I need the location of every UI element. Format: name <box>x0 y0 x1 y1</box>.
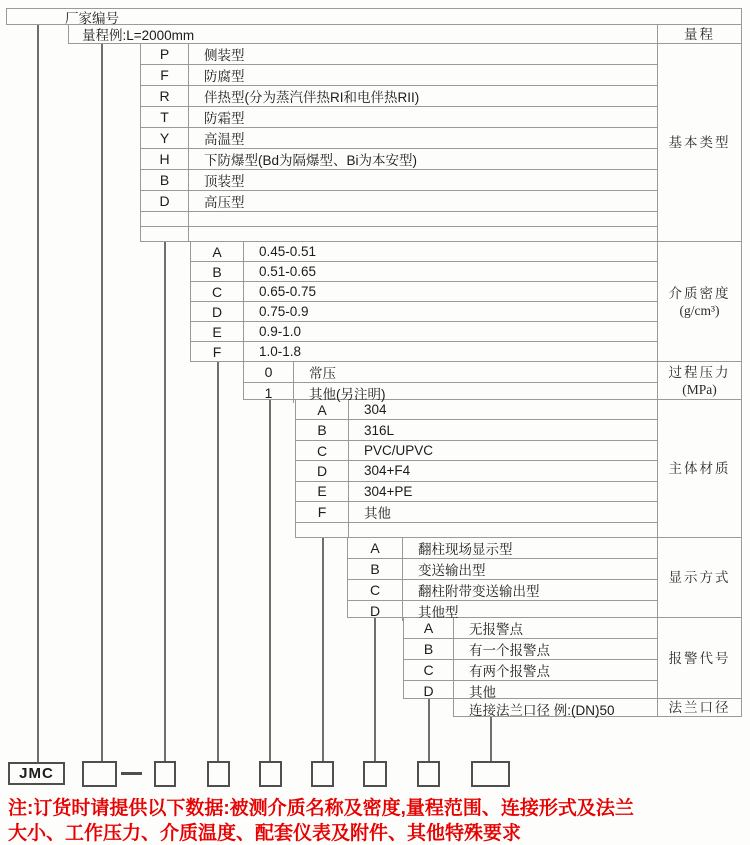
table-row <box>191 261 657 281</box>
option-desc: 有一个报警点 <box>469 643 550 658</box>
dash-separator <box>121 772 142 775</box>
table-row-empty <box>141 211 657 226</box>
option-desc: 高温型 <box>204 132 245 147</box>
option-desc: 其他 <box>469 685 496 700</box>
connector-line-flange <box>490 717 492 762</box>
table-row <box>244 362 657 382</box>
category-label-pressure: 过程压力 (MPa) <box>657 362 742 400</box>
model-prefix-box <box>8 762 65 785</box>
code-box-alarm <box>417 761 440 787</box>
option-desc: 304 <box>364 402 387 418</box>
table-row <box>191 281 657 301</box>
table-row-empty <box>141 226 657 241</box>
table-row <box>141 44 657 64</box>
option-code: D <box>296 461 349 480</box>
table-row <box>296 481 657 501</box>
option-code: A <box>348 538 403 558</box>
option-code: F <box>191 342 244 361</box>
table-row <box>296 440 657 460</box>
option-code: C <box>296 441 349 460</box>
code-box-display <box>363 761 387 787</box>
factory-number-label: 厂家编号 <box>65 10 119 26</box>
option-desc: PVC/UPVC <box>364 443 434 459</box>
display-mode-table <box>347 538 657 618</box>
range-example-label: 量程例:L=2000mm <box>82 28 195 43</box>
option-code <box>296 523 349 537</box>
code-box-range <box>82 761 117 787</box>
range-example-row <box>68 25 657 44</box>
option-code: D <box>404 681 454 701</box>
option-desc: 伴热型(分为蒸汽伴热RI和电伴热RII) <box>204 90 420 105</box>
table-row <box>296 460 657 480</box>
table-row <box>348 538 657 558</box>
code-box-basic <box>154 761 176 787</box>
connector-line-material <box>322 538 324 762</box>
option-desc: 其他(另注明) <box>309 387 386 402</box>
option-code: A <box>191 242 244 261</box>
table-row <box>404 680 657 701</box>
table-row <box>141 190 657 211</box>
option-code: B <box>191 262 244 281</box>
connector-line-display <box>374 618 376 762</box>
option-code: D <box>191 302 244 321</box>
table-row <box>296 501 657 522</box>
option-code: 0 <box>244 362 294 382</box>
code-box-flange <box>471 761 510 787</box>
option-desc: 有两个报警点 <box>469 664 550 679</box>
category-label-alarm: 报警代号 <box>657 618 742 699</box>
option-code: E <box>296 482 349 501</box>
flange-size-row <box>453 699 657 717</box>
option-code: 1 <box>244 383 294 403</box>
table-row <box>404 659 657 680</box>
option-desc: 无报警点 <box>469 622 523 637</box>
option-desc: 高压型 <box>204 195 245 210</box>
option-code: C <box>348 580 403 600</box>
option-desc: 0.9-1.0 <box>259 324 302 339</box>
option-code: A <box>296 400 349 419</box>
category-label-basic-type: 基本类型 <box>657 44 742 242</box>
option-code <box>141 212 189 226</box>
option-desc: 防霜型 <box>204 111 245 126</box>
table-row <box>348 558 657 579</box>
table-row <box>404 618 657 638</box>
option-desc: 304+F4 <box>364 463 411 479</box>
category-label-density: 介质密度 (g/cm³) <box>657 242 742 362</box>
connector-line-factory <box>37 25 39 762</box>
option-code: T <box>141 107 189 127</box>
option-code: C <box>404 660 454 680</box>
option-desc: 0.75-0.9 <box>259 304 309 319</box>
connector-line-alarm <box>428 699 430 762</box>
option-desc: 304+PE <box>364 483 413 499</box>
option-code: C <box>191 282 244 301</box>
option-desc: 0.65-0.75 <box>259 284 317 299</box>
option-code <box>141 227 189 241</box>
option-code: F <box>296 502 349 522</box>
table-row <box>404 638 657 659</box>
basic-type-table <box>140 44 657 242</box>
ordering-note-line2: 大小、工作压力、介质温度、配套仪表及附件、其他特殊要求 <box>8 823 522 844</box>
option-desc: 变送输出型 <box>418 563 486 578</box>
code-box-density <box>207 761 230 787</box>
table-row <box>454 699 657 719</box>
option-desc: 其他型 <box>418 605 459 620</box>
option-desc: 防腐型 <box>204 69 245 84</box>
flange-size-example: 连接法兰口径 例:(DN)50 <box>469 703 615 718</box>
connector-line-basic <box>164 242 166 762</box>
table-row <box>141 127 657 148</box>
option-code: D <box>141 191 189 211</box>
table-row <box>141 106 657 127</box>
option-desc: 下防爆型(Bd为隔爆型、Bi为本安型) <box>204 153 418 168</box>
category-label-display: 显示方式 <box>657 538 742 618</box>
density-table <box>190 242 657 362</box>
table-row <box>296 419 657 439</box>
table-row <box>191 341 657 361</box>
ordering-note <box>8 796 748 845</box>
option-desc: 顶装型 <box>204 174 245 189</box>
option-code: B <box>296 420 349 439</box>
option-desc: 翻柱附带变送输出型 <box>418 584 540 599</box>
connector-line-range <box>101 44 103 762</box>
option-code: A <box>404 618 454 638</box>
connector-line-density <box>217 362 219 762</box>
option-code: P <box>141 44 189 64</box>
table-row <box>191 321 657 341</box>
table-row <box>141 85 657 106</box>
code-box-material <box>311 761 334 787</box>
option-desc: 0.45-0.51 <box>259 244 317 259</box>
option-desc: 0.51-0.65 <box>259 264 317 279</box>
table-row <box>141 64 657 85</box>
table-row <box>191 242 657 261</box>
option-desc: 常压 <box>309 366 336 381</box>
option-desc: 翻柱现场显示型 <box>418 542 513 557</box>
connector-line-pressure <box>269 400 271 762</box>
option-code: B <box>404 639 454 659</box>
table-row <box>141 169 657 190</box>
option-code: B <box>141 170 189 190</box>
option-desc: 侧装型 <box>204 48 245 63</box>
table-row <box>348 579 657 600</box>
option-code: E <box>191 322 244 341</box>
table-row <box>191 301 657 321</box>
category-label-flange: 法兰口径 <box>657 699 742 717</box>
code-box-pressure <box>259 761 282 787</box>
table-row <box>141 148 657 169</box>
option-code: R <box>141 86 189 106</box>
category-label-material: 主体材质 <box>657 400 742 538</box>
option-code: Y <box>141 128 189 148</box>
category-label-range: 量程 <box>657 25 742 44</box>
option-desc: 1.0-1.8 <box>259 344 302 359</box>
material-table <box>295 400 657 538</box>
option-code: D <box>348 601 403 621</box>
table-row <box>296 400 657 419</box>
ordering-note-line1: 注:订货时请提供以下数据:被测介质名称及密度,量程范围、连接形式及法兰 <box>8 798 634 819</box>
option-code: F <box>141 65 189 85</box>
pressure-table <box>243 362 657 400</box>
option-desc: 其他 <box>364 506 391 522</box>
alarm-table <box>403 618 657 699</box>
table-row-empty <box>296 522 657 537</box>
option-code: B <box>348 559 403 579</box>
factory-number-row <box>6 8 742 25</box>
option-code: H <box>141 149 189 169</box>
model-prefix-label: JMC <box>19 765 54 782</box>
option-desc: 316L <box>364 422 395 438</box>
